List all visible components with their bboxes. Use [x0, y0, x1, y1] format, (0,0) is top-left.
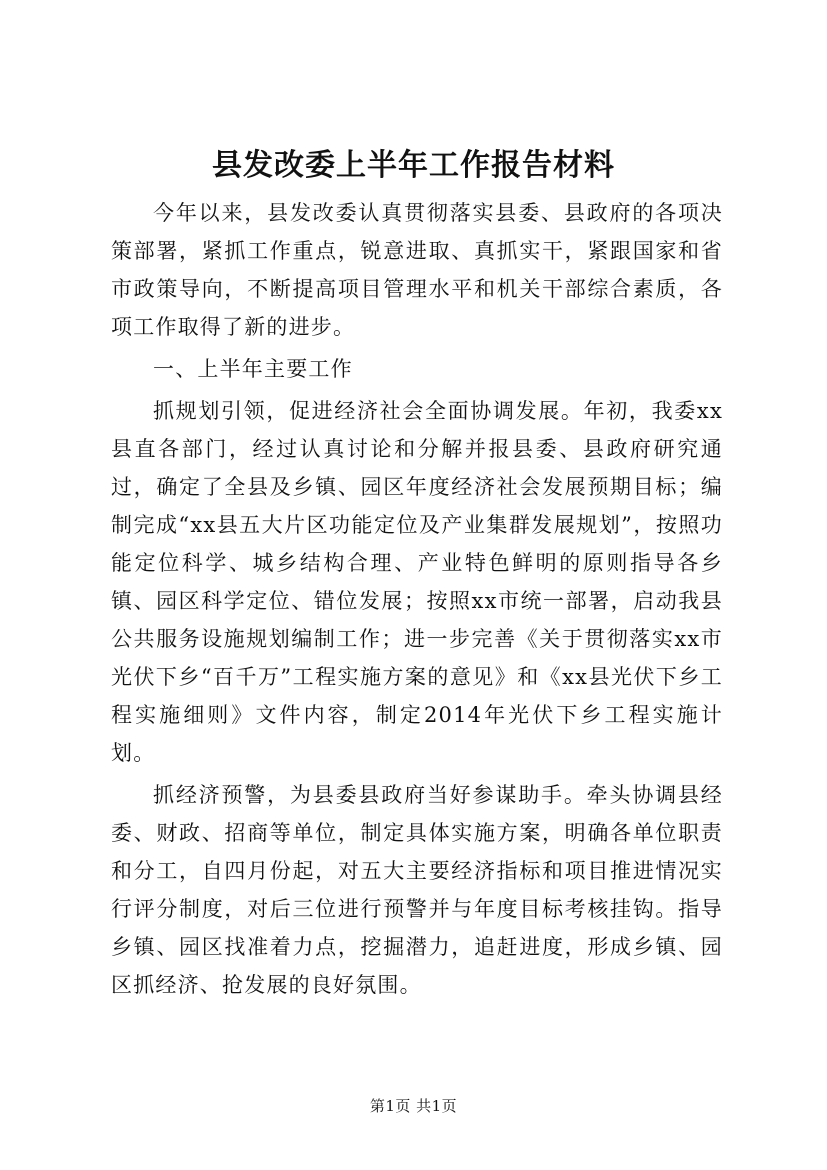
section-heading: 一、上半年主要工作 [153, 357, 353, 381]
document-body [111, 194, 723, 1004]
planning-paragraph: 抓规划引领，促进经济社会全面协调发展。年初，我委xx县直各部门，经过认真讨论和分解并报县委、县政府研究通过，确定了全县及乡镇、园区年度经济社会发展预期目标；编制完成“xx县五大片区功能定位及产业集群发展规划”，按照功能定位科学、城乡结构合理、产业特色鲜明的原则指导各乡镇、园区科学定位、错位发展；按照xx市统一部署，启动我县公共服务设施规划编制工作；进一步完善《关于贯彻落实xx市光伏下乡“百千万”工程实施方案的意见》和《xx县光伏下乡工程实施细则》文件内容，制定2014年光伏下乡工程实施计划。 [111, 399, 723, 765]
intro-paragraph: 今年以来，县发改委认真贯彻落实县委、县政府的各项决策部署，紧抓工作重点，锐意进取、真抓实干，紧跟国家和省市政策导向，不断提高项目管理水平和机关干部综合素质，各项工作取得了新的进步。 [111, 201, 723, 339]
warning-paragraph: 抓经济预警，为县委县政府当好参谋助手。牵头协调县经委、财政、招商等单位，制定具体实施方案，明确各单位职责和分工，自四月份起，对五大主要经济指标和项目推进情况实行评分制度，对后三位进行预警并与年度目标考核挂钩。指导乡镇、园区找准着力点，挖掘潜力，追赶进度，形成乡镇、园区抓经济、抢发展的良好氛围。 [111, 783, 723, 997]
page-number: 第1页 共1页 [369, 1097, 458, 1115]
document-title: 县发改委上半年工作报告材料 [212, 148, 615, 183]
